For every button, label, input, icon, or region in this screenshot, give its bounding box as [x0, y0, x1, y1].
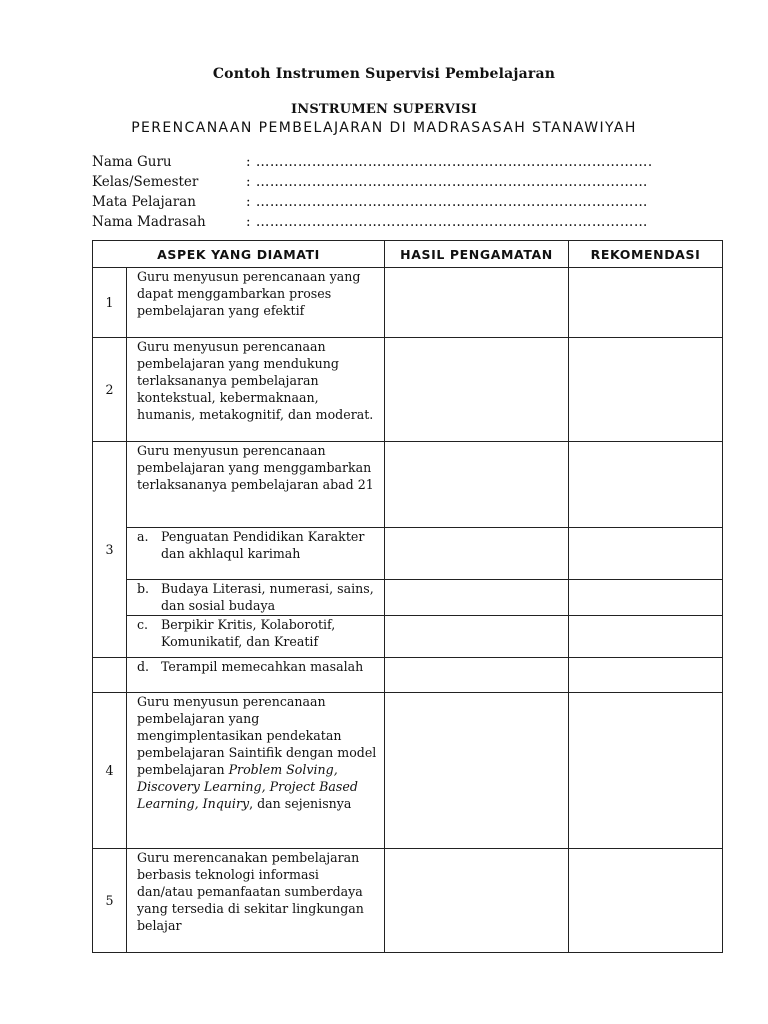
identity-fields: [92, 154, 692, 234]
rekomendasi-cell: [569, 849, 723, 953]
subitem-text: Berpikir Kritis, Kolaborotif, Komunikatif, dan Kreatif: [161, 617, 336, 649]
subitem-text: Budaya Literasi, numerasi, sains, dan sosial budaya: [161, 581, 374, 613]
hasil-cell: [385, 268, 569, 338]
hasil-cell: [385, 693, 569, 849]
subitem-text: Penguatan Pendidikan Karakter dan akhlaqul karimah: [161, 529, 365, 561]
header-aspek: ASPEK YANG DIAMATI: [93, 241, 385, 268]
aspect-text-end: , dan sejenisnya: [249, 796, 352, 811]
field-label: Nama Madrasah: [92, 214, 206, 230]
row-number: 5: [93, 849, 127, 953]
field-value: : ………………………………………………………………………….: [246, 154, 653, 170]
table-subrow: [93, 580, 723, 616]
hasil-cell: [385, 580, 569, 616]
row-number: 2: [93, 338, 127, 442]
hasil-cell: [385, 442, 569, 528]
row-number: 4: [93, 693, 127, 849]
table-row: [93, 658, 723, 693]
instrument-subheading: PERENCANAAN PEMBELAJARAN DI MADRASASAH STANAWIYAH: [131, 120, 637, 136]
field-nama-madrasah: [92, 214, 692, 234]
subitem-marker: a.: [137, 529, 149, 544]
subitem-marker: c.: [137, 617, 149, 632]
hasil-cell: [385, 338, 569, 442]
header-rekomendasi: REKOMENDASI: [569, 241, 723, 268]
table-subrow: [93, 528, 723, 580]
aspect-subitem: [127, 580, 385, 616]
subitem-text: Terampil memecahkan masalah: [161, 659, 364, 674]
rekomendasi-cell: [569, 442, 723, 528]
row-number: 3: [93, 442, 127, 658]
aspect-text: Guru menyusun perencanaan pembelajaran yang mendukung terlaksananya pembelajaran kontekstual, kebermaknaan, humanis, metakognitif, dan moderat.: [127, 338, 385, 442]
table-row: [93, 693, 723, 849]
aspect-text: [127, 693, 385, 849]
field-nama-guru: [92, 154, 692, 174]
field-value: : …………………………………………………………………………: [246, 194, 648, 210]
aspect-text: Guru merencanakan pembelajaran berbasis teknologi informasi dan/atau pemanfaatan sumberdaya yang tersedia di sekitar lingkungan belajar: [127, 849, 385, 953]
table-header-row: [93, 241, 723, 268]
aspect-text: Guru menyusun perencanaan yang dapat menggambarkan proses pembelajaran yang efektif: [127, 268, 385, 338]
aspect-text: Guru menyusun perencanaan pembelajaran yang menggambarkan terlaksananya pembelajaran abad 21: [127, 442, 385, 528]
field-label: Nama Guru: [92, 154, 172, 170]
aspect-subitem: [127, 528, 385, 580]
row-number-empty: [93, 658, 127, 693]
field-mata-pelajaran: [92, 194, 692, 214]
table-row: [93, 338, 723, 442]
table-row: [93, 849, 723, 953]
hasil-cell: [385, 658, 569, 693]
table-row: [93, 442, 723, 528]
header-hasil: HASIL PENGAMATAN: [385, 241, 569, 268]
row-number: 1: [93, 268, 127, 338]
rekomendasi-cell: [569, 658, 723, 693]
field-kelas-semester: [92, 174, 692, 194]
field-label: Mata Pelajaran: [92, 194, 196, 210]
rekomendasi-cell: [569, 338, 723, 442]
rekomendasi-cell: [569, 580, 723, 616]
field-label: Kelas/Semester: [92, 174, 199, 190]
rekomendasi-cell: [569, 528, 723, 580]
aspect-text-italic: Problem Solving, Discovery Learning, Project Based Learning, Inquiry: [137, 762, 358, 811]
rekomendasi-cell: [569, 616, 723, 658]
field-value: : …………………………………………………………………………: [246, 214, 648, 230]
aspect-subitem: [127, 658, 385, 693]
rekomendasi-cell: [569, 693, 723, 849]
field-value: : …………………………………………………………………………: [246, 174, 648, 190]
hasil-cell: [385, 528, 569, 580]
aspect-text-plain: Guru menyusun perencanaan pembelajaran yang mengimplentasikan pendekatan pembelajaran Saintifik dengan model pembelajaran: [137, 694, 377, 777]
supervision-table: [92, 240, 723, 953]
table-subrow: [93, 616, 723, 658]
aspect-subitem: [127, 616, 385, 658]
hasil-cell: [385, 616, 569, 658]
instrument-heading: INSTRUMEN SUPERVISI: [290, 102, 478, 117]
table-row: [93, 268, 723, 338]
subitem-marker: d.: [137, 659, 150, 674]
subitem-marker: b.: [137, 581, 150, 596]
document-title: Contoh Instrumen Supervisi Pembelajaran: [212, 66, 556, 82]
rekomendasi-cell: [569, 268, 723, 338]
hasil-cell: [385, 849, 569, 953]
